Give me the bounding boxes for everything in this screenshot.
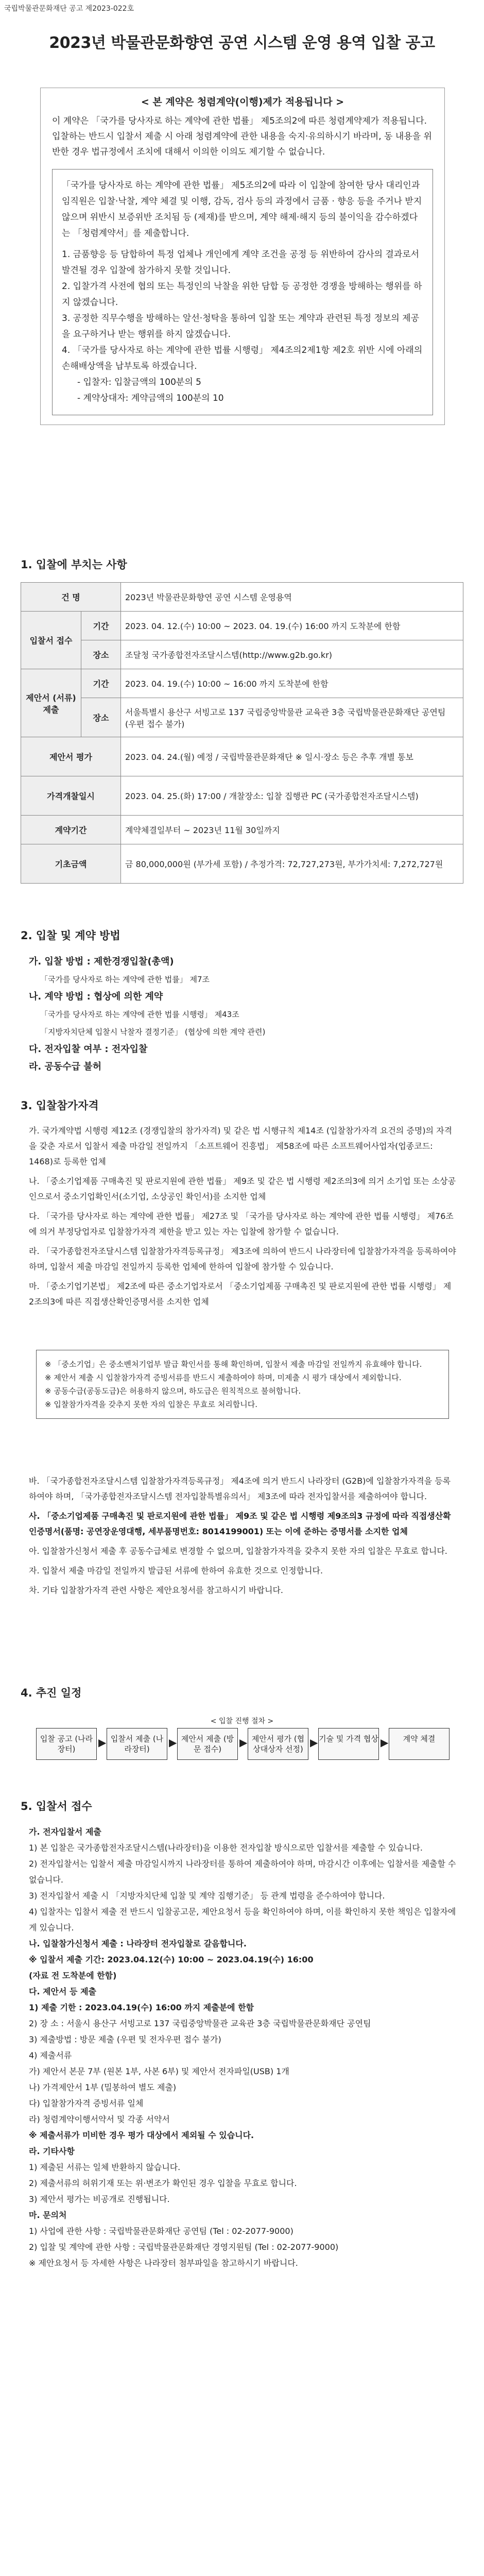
row-value: 2023. 04. 12.(수) 10:00 ~ 2023. 04. 19.(수) 16:00 까지 도착분에 한함 [121, 612, 463, 640]
list-item: 4) 제출서류 [29, 2050, 72, 2060]
list-item: 가. 입찰 방법 : 제한경쟁입찰(총액) [29, 956, 174, 967]
table-row [21, 612, 463, 640]
list-item: ※ 입찰서 제출 기간: 2023.04.12(수) 10:00 ~ 2023.04.19(수) 16:00 [29, 1955, 314, 1964]
row-label: 입찰서 접수 [21, 612, 81, 669]
table-row [21, 737, 463, 776]
table-row [21, 583, 463, 612]
arrow-right-icon: ▶ [169, 1736, 177, 1749]
flow-step: 계약 체결 [389, 1728, 450, 1760]
section-2-title: 2. 입찰 및 계약 방법 [21, 929, 120, 942]
list-item: 가. 전자입찰서 제출 [29, 1827, 101, 1837]
list-item: 마. 「중소기업기본법」 제2조에 따른 중소기업자로서 「중소기업제품 구매촉진 및 판로지원에 관한 법률 시행령」 제2조의3에 따른 직접생산확인증명서를 소지한 업체 [29, 1281, 452, 1307]
integrity-item: - 계약상대자: 계약금액의 100분의 10 [77, 393, 224, 403]
list-item: 자. 입찰서 제출 마감일 전일까지 발급된 서류에 한하여 유효한 것으로 인정합니다. [29, 1566, 323, 1575]
section-3-more-list [29, 1473, 456, 1598]
list-item: 4) 입찰자는 입찰서 제출 전 반드시 입찰공고문, 제안요청서 등을 확인하여야 하며, 이를 확인하지 못한 책임은 입찰자에게 있습니다. [29, 1907, 456, 1933]
section-2-list [29, 953, 456, 1076]
list-item: ※ 제안요청서 등 자세한 사항은 나라장터 첨부파일을 참고하시기 바랍니다. [29, 2258, 298, 2268]
integrity-item: 3. 공정한 직무수행을 방해하는 알선·청탁을 통하여 입찰 또는 계약과 관련된 특정 정보의 제공을 요구하거나 받는 행위를 하지 않겠습니다. [62, 313, 420, 340]
list-item: ※ 제출서류가 미비한 경우 평가 대상에서 제외될 수 있습니다. [29, 2130, 254, 2140]
process-flow [36, 1716, 448, 1772]
row-value: 금 80,000,000원 (부가세 포함) / 추정가격: 72,727,273원, 부가가치세: 7,272,727원 [121, 844, 463, 884]
list-item: 2) 장 소 : 서울시 용산구 서빙고로 137 국립중앙박물관 교육관 3층 국립박물관문화재단 공연팀 [29, 2019, 371, 2028]
table-row [21, 698, 463, 737]
table-row [21, 640, 463, 669]
list-item: 나. 입찰참가신청서 제출 : 나라장터 전자입찰로 갈음합니다. [29, 1939, 247, 1948]
list-item: 3) 제안서 평가는 비공개로 진행됩니다. [29, 2194, 170, 2204]
row-label: 제안서 (서류) 제출 [21, 669, 81, 737]
integrity-notice-text: 이 계약은 「국가를 당사자로 하는 계약에 관한 법률」 제5조의2에 따른 청렴계약제가 적용됩니다. 입찰하는 반드시 입찰서 제출 시 아래 청렴계약에 관한 내용을 숙지·유의하시기 바라며, 동 내용을 위반한 경우 법규정에서 조치에 대해서 이의한 이의도 제기할 수 없습니다. [52, 116, 432, 157]
list-item: 마. 문의처 [29, 2210, 67, 2220]
section-4-title: 4. 추진 일정 [21, 1687, 82, 1699]
list-item: 「국가를 당사자로 하는 계약에 관한 법률」 제7조 [40, 975, 210, 984]
list-item: (자료 전 도착분에 한함) [29, 1971, 117, 1980]
table-row [21, 816, 463, 844]
list-item: 가) 제안서 본문 7부 (원본 1부, 사본 6부) 및 제안서 전자파일(USB) 1개 [29, 2066, 289, 2076]
integrity-sub-intro: 「국가를 당사자로 하는 계약에 관한 법률」 제5조의2에 따라 이 입찰에 참여한 당사 대리인과 임직원은 입찰·낙찰, 계약 체결 및 이행, 감독, 검사 등의 과정에서 금품 · 향응 등을 주거나 받지 않으며 위반시 보증위반 조치됨 등 (제재)를 받으며, 계약 해제·해지 등의 불이익을 감수하겠다는 「청렴계약서」를 제출합니다. [62, 180, 422, 239]
list-item: 라. 공동수급 불허 [29, 1061, 102, 1072]
list-item: 나. 계약 방법 : 협상에 의한 계약 [29, 991, 163, 1002]
row-value: 조달청 국가종합전자조달시스템(http://www.g2b.go.kr) [121, 640, 463, 669]
row-label: 기초금액 [21, 844, 121, 884]
row-label: 건 명 [21, 583, 121, 612]
list-item: 2) 제출서류의 허위기재 또는 위·변조가 확인된 경우 입찰을 무효로 합니다. [29, 2178, 297, 2188]
list-item: 사. 「중소기업제품 구매촉진 및 판로지원에 관한 법률」 제9조 및 같은 법 시행령 제9조의3 규정에 따라 직접생산확인증명서(품명: 공연장운영대행, 세부품명번호: 8014199001) 또는 이에 준하는 증명서를 소지한 업체 [29, 1511, 451, 1536]
integrity-item: 1. 금품향응 등 담합하여 특정 업체나 개인에게 계약 조건을 공정 등 위반하여 감사의 결과로서 발견될 경우 입찰에 참가하지 못할 것입니다. [62, 249, 420, 276]
row-label: 가격개찰일시 [21, 776, 121, 816]
list-item: 바. 「국가종합전자조달시스템 입찰참가자격등록규정」 제4조에 의거 반드시 나라장터 (G2B)에 입찰참가자격을 등록하여야 하며, 「국가종합전자조달시스템 전자입찰특별유의서」 제3조에 따라 전자입찰서를 제출하여야 합니다. [29, 1476, 451, 1501]
note-item: ※ 공동수급(공동도급)은 허용하지 않으며, 하도급은 원칙적으로 불허합니다. [45, 1386, 301, 1396]
note-item: ※ 입찰참가자격을 갖추지 못한 자의 입찰은 무효로 처리합니다. [45, 1400, 257, 1409]
bid-summary-table [21, 582, 463, 884]
flow-caption: < 입찰 진행 절차 > [210, 1717, 274, 1725]
arrow-right-icon: ▶ [381, 1736, 389, 1749]
row-label: 제안서 평가 [21, 737, 121, 776]
list-item: 아. 입찰참가신청서 제출 후 공동수급체로 변경할 수 없으며, 입찰참가자격을 갖추지 못한 자의 입찰은 무효로 합니다. [29, 1546, 447, 1556]
list-item: 3) 전자입찰서 제출 시 「지방자치단체 입찰 및 계약 집행기준」 등 관계 법령을 준수하여야 합니다. [29, 1891, 385, 1901]
list-item: 라) 청렴계약이행서약서 및 각종 서약서 [29, 2114, 170, 2124]
list-item: 가. 국가계약법 시행령 제12조 (경쟁입찰의 참가자격) 및 같은 법 시행규칙 제14조 (입찰참가자격 요건의 증명)의 자격을 갖춘 자로서 입찰서 제출 마감일 전일까지 「소프트웨어 진흥법」 제58조에 따른 소프트웨어사업자(업종코드: 1468)로 등록한 업체 [29, 1126, 453, 1166]
table-row [21, 669, 463, 698]
arrow-right-icon: ▶ [98, 1736, 107, 1749]
row-value: 서울특별시 용산구 서빙고로 137 국립중앙박물관 교육관 3층 국립박물관문화재단 공연팀 (우편 접수 불가) [121, 698, 463, 737]
list-item: 「국가를 당사자로 하는 계약에 관한 법률 시행령」 제43조 [40, 1010, 239, 1019]
eligibility-notes-box [36, 1350, 449, 1419]
arrow-right-icon: ▶ [310, 1736, 318, 1749]
list-item: 1) 제출 기한 : 2023.04.19(수) 16:00 까지 제출분에 한함 [29, 2003, 254, 2012]
notice-number: 국립박물관문화재단 공고 제2023-022호 [4, 5, 134, 13]
integrity-notice-box [40, 88, 445, 425]
integrity-item: 4. 「국가를 당사자로 하는 계약에 관한 법률 시행령」 제4조의2제1항 제2호 위반 시에 아래의 손해배상액을 납부토록 하겠습니다. [62, 345, 423, 371]
integrity-sub-box [52, 169, 433, 415]
row-sub-label: 장소 [81, 698, 121, 737]
list-item: 1) 사업에 관한 사항 : 국립박물관문화재단 공연팀 (Tel : 02-2077-9000) [29, 2226, 293, 2236]
table-row [21, 844, 463, 884]
section-5-title: 5. 입찰서 접수 [21, 1800, 92, 1812]
row-label: 계약기간 [21, 816, 121, 844]
note-item: ※ 「중소기업」은 중소벤처기업부 발급 확인서를 통해 확인하며, 입찰서 제출 마감일 전일까지 유효해야 합니다. [45, 1360, 422, 1369]
list-item: 1) 본 입찰은 국가종합전자조달시스템(나라장터)을 이용한 전자입찰 방식으로만 입찰서를 제출할 수 있습니다. [29, 1843, 423, 1853]
section-1-title: 1. 입찰에 부치는 사항 [21, 558, 127, 571]
table-row [21, 776, 463, 816]
flow-step: 기술 및 가격 협상 [318, 1728, 379, 1760]
page-title: 2023년 박물관문화향연 공연 시스템 운영 용역 입찰 공고 [49, 34, 435, 52]
section-3-title: 3. 입찰참가자격 [21, 1099, 99, 1112]
row-value: 2023. 04. 24.(월) 예정 / 국립박물관문화재단 ※ 일시·장소 등은 추후 개별 통보 [121, 737, 463, 776]
flow-step: 제안서 평가 (협상대상자 선정) [248, 1728, 308, 1760]
flow-step: 입찰서 제출 (나라장터) [107, 1728, 167, 1760]
list-item: 2) 전자입찰서는 입찰서 제출 마감일시까지 나라장터를 통하여 제출하여야 하며, 마감시간 이후에는 입찰서를 제출할 수 없습니다. [29, 1859, 456, 1885]
list-item: 나) 가격제안서 1부 (밀봉하여 별도 제출) [29, 2082, 177, 2092]
arrow-right-icon: ▶ [239, 1736, 248, 1749]
flow-step: 제안서 제출 (방문 접수) [177, 1728, 238, 1760]
list-item: 1) 제출된 서류는 일체 반환하지 않습니다. [29, 2162, 181, 2172]
integrity-item: 2. 입찰가격 사전에 협의 또는 특정인의 낙찰을 위한 담합 등 공정한 경쟁을 방해하는 행위를 하지 않겠습니다. [62, 281, 422, 308]
row-sub-label: 기간 [81, 612, 121, 640]
row-value: 2023. 04. 25.(화) 17:00 / 개찰장소: 입찰 집행관 PC (국가종합전자조달시스템) [121, 776, 463, 816]
row-sub-label: 기간 [81, 669, 121, 698]
list-item: 나. 「중소기업제품 구매촉진 및 판로지원에 관한 법률」 제9조 및 같은 법 시행령 제2조의3에 의거 소기업 또는 소상공인으로서 중소기업확인서(소기업, 소상공인 확인서)를 소지한 업체 [29, 1176, 456, 1201]
flow-step: 입찰 공고 (나라장터) [36, 1728, 97, 1760]
row-value: 2023. 04. 19.(수) 10:00 ~ 16:00 까지 도착분에 한함 [121, 669, 463, 698]
list-item: 다. 「국가를 당사자로 하는 계약에 관한 법률」 제27조 및 「국가를 당사자로 하는 계약에 관한 법률 시행령」 제76조에 의거 부정당업자로 입찰참가자격 제한을 받고 있는 자는 입찰에 참가할 수 없습니다. [29, 1211, 454, 1236]
note-item: ※ 제안서 제출 시 입찰참가자격 증빙서류를 반드시 제출하여야 하며, 미제출 시 평가 대상에서 제외합니다. [45, 1373, 402, 1382]
list-item: 라. 기타사항 [29, 2146, 75, 2156]
list-item: 「지방자치단체 입찰시 낙찰자 결정기준」 (협상에 의한 계약 관련) [40, 1027, 266, 1037]
row-value: 계약체결일부터 ~ 2023년 11월 30일까지 [121, 816, 463, 844]
list-item: 다. 전자입찰 여부 : 전자입찰 [29, 1044, 148, 1055]
section-3-list [29, 1123, 456, 1310]
row-sub-label: 장소 [81, 640, 121, 669]
list-item: 차. 기타 입찰참가자격 관련 사항은 제안요청서를 참고하시기 바랍니다. [29, 1585, 283, 1595]
list-item: 2) 입찰 및 계약에 관한 사항 : 국립박물관문화재단 경영지원팀 (Tel : 02-2077-9000) [29, 2242, 339, 2252]
section-5-list [29, 1824, 456, 2271]
integrity-item: - 입찰자: 입찰금액의 100분의 5 [77, 377, 201, 387]
list-item: 3) 제출방법 : 방문 제출 (우편 및 전자우편 접수 불가) [29, 2035, 221, 2044]
list-item: 라. 「국가종합전자조달시스템 입찰참가자격등록규정」 제3조에 의하여 반드시 나라장터에 입찰참가자격을 등록하여야 하며, 입찰서 제출 마감일 전일까지 등록한 업체에 한하여 입찰에 참가할 수 있습니다. [29, 1246, 456, 1272]
integrity-notice-title: < 본 계약은 청렴계약(이행)제가 적용됩니다 > [141, 96, 344, 108]
row-value: 2023년 박물관문화향연 공연 시스템 운영용역 [121, 583, 463, 612]
list-item: 다) 입찰참가자격 증빙서류 일체 [29, 2098, 144, 2108]
list-item: 다. 제안서 등 제출 [29, 1987, 96, 1996]
